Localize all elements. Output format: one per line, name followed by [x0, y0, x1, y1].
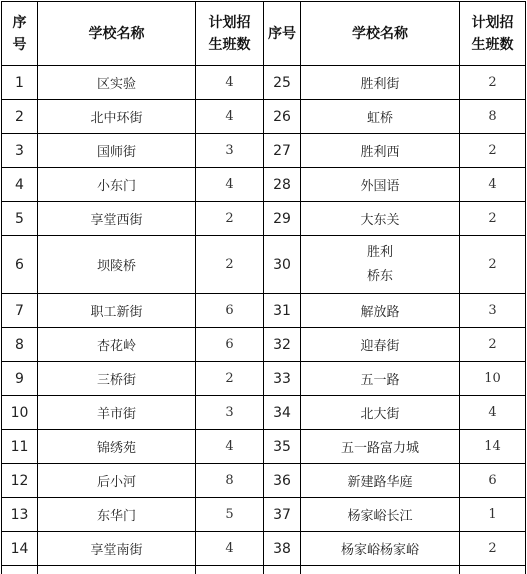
right-classes: 1 [460, 498, 526, 532]
header-school-name: 学校名称 [38, 2, 196, 66]
right-classes: 2 [460, 236, 526, 294]
table-row [2, 532, 526, 566]
left-classes: 3 [196, 396, 264, 430]
right-classes: 2 [460, 202, 526, 236]
header-seq-2: 序号 [264, 2, 301, 66]
left-school-name: 后小河 [38, 464, 196, 498]
left-classes: 4 [196, 430, 264, 464]
header-row [2, 2, 526, 66]
left-classes: 4 [196, 532, 264, 566]
left-classes: 2 [196, 362, 264, 396]
right-school-name: 迎春街 [301, 328, 460, 362]
table-row [2, 202, 526, 236]
left-seq: 8 [2, 328, 38, 362]
left-seq: 12 [2, 464, 38, 498]
right-seq: 26 [264, 100, 301, 134]
left-seq: 9 [2, 362, 38, 396]
header-school-name-2: 学校名称 [301, 2, 460, 66]
left-seq: 6 [2, 236, 38, 294]
header-classes2-line1: 计划招 [471, 14, 514, 31]
left-school-name: 三桥街 [38, 362, 196, 396]
table-row [2, 464, 526, 498]
left-school-name: 东华门 [38, 498, 196, 532]
header-classes2-line2: 生班数 [471, 36, 514, 53]
right-seq: 38 [264, 532, 301, 566]
right-school-name: 外国语 [301, 168, 460, 202]
right-seq: 34 [264, 396, 301, 430]
right-seq: 30 [264, 236, 301, 294]
table-row [2, 328, 526, 362]
left-school-name: 杏花岭 [38, 328, 196, 362]
left-school-name: 小东门 [38, 168, 196, 202]
left-seq: 4 [2, 168, 38, 202]
left-school-name: 坝陵桥 [38, 236, 196, 294]
left-school-name: 北中环街 [38, 100, 196, 134]
right-school-name: 新建路华庭 [301, 464, 460, 498]
left-classes: 3 [196, 134, 264, 168]
left-school-name: 区实验 [38, 66, 196, 100]
header-seq-line1: 序 [12, 14, 27, 31]
right-school-name: 五一路 [301, 362, 460, 396]
right-school-name: 解放路 [301, 294, 460, 328]
left-seq: 10 [2, 396, 38, 430]
right-school-name: 杨家峪长江 [301, 498, 460, 532]
right-seq: 28 [264, 168, 301, 202]
right-seq: 36 [264, 464, 301, 498]
left-seq: 14 [2, 532, 38, 566]
table-row [2, 168, 526, 202]
table-row [2, 66, 526, 100]
right-classes: 2 [460, 134, 526, 168]
left-classes: 2 [196, 236, 264, 294]
table-row [2, 100, 526, 134]
right-seq: 32 [264, 328, 301, 362]
right-seq: 33 [264, 362, 301, 396]
right-classes: 2 [460, 328, 526, 362]
right-seq: 27 [264, 134, 301, 168]
table-row [2, 134, 526, 168]
right-classes: 10 [460, 362, 526, 396]
right-classes: 8 [460, 100, 526, 134]
left-classes: 4 [196, 168, 264, 202]
right-seq: 37 [264, 498, 301, 532]
left-classes: 8 [196, 464, 264, 498]
left-classes: 4 [196, 100, 264, 134]
left-classes: 6 [196, 294, 264, 328]
right-school-name-line1: 胜利 [366, 244, 393, 260]
left-school-name: 享堂南街 [38, 532, 196, 566]
right-classes: 2 [460, 66, 526, 100]
header-planned-classes [196, 2, 264, 66]
right-school-name: 北大街 [301, 396, 460, 430]
left-seq: 2 [2, 100, 38, 134]
left-seq: 13 [2, 498, 38, 532]
right-school-name: 胜利街 [301, 66, 460, 100]
left-school-name: 锦绣苑 [38, 430, 196, 464]
left-school-name: 羊市街 [38, 396, 196, 430]
school-enrollment-table [1, 1, 526, 574]
right-classes: 4 [460, 396, 526, 430]
right-school-name: 虹桥 [301, 100, 460, 134]
left-seq: 1 [2, 66, 38, 100]
right-school-name-line2: 桥东 [366, 268, 393, 284]
table-row [2, 396, 526, 430]
table-row [2, 236, 526, 294]
right-school-name: 杨家峪杨家峪 [301, 532, 460, 566]
right-seq: 35 [264, 430, 301, 464]
left-classes: 5 [196, 498, 264, 532]
right-seq: 29 [264, 202, 301, 236]
right-school-name: 五一路富力城 [301, 430, 460, 464]
right-school-name [301, 236, 460, 294]
header-planned-classes-2 [460, 2, 526, 66]
header-classes-line1: 计划招 [208, 14, 251, 31]
table-row [2, 362, 526, 396]
header-seq-line2: 号 [12, 36, 27, 53]
header-seq [2, 2, 38, 66]
left-classes: 2 [196, 202, 264, 236]
right-school-name: 胜利西 [301, 134, 460, 168]
table-row [2, 430, 526, 464]
right-school-name: 大东关 [301, 202, 460, 236]
left-seq: 11 [2, 430, 38, 464]
right-classes: 14 [460, 430, 526, 464]
left-classes: 6 [196, 328, 264, 362]
right-classes: 4 [460, 168, 526, 202]
right-classes: 2 [460, 532, 526, 566]
left-school-name: 职工新街 [38, 294, 196, 328]
right-seq: 25 [264, 66, 301, 100]
right-classes: 6 [460, 464, 526, 498]
left-seq: 5 [2, 202, 38, 236]
left-classes: 4 [196, 66, 264, 100]
left-school-name: 国师街 [38, 134, 196, 168]
table-row [2, 498, 526, 532]
header-classes-line2: 生班数 [208, 36, 251, 53]
right-seq: 31 [264, 294, 301, 328]
left-seq: 7 [2, 294, 38, 328]
table-row [2, 294, 526, 328]
right-classes: 3 [460, 294, 526, 328]
left-school-name: 享堂西街 [38, 202, 196, 236]
left-seq: 3 [2, 134, 38, 168]
